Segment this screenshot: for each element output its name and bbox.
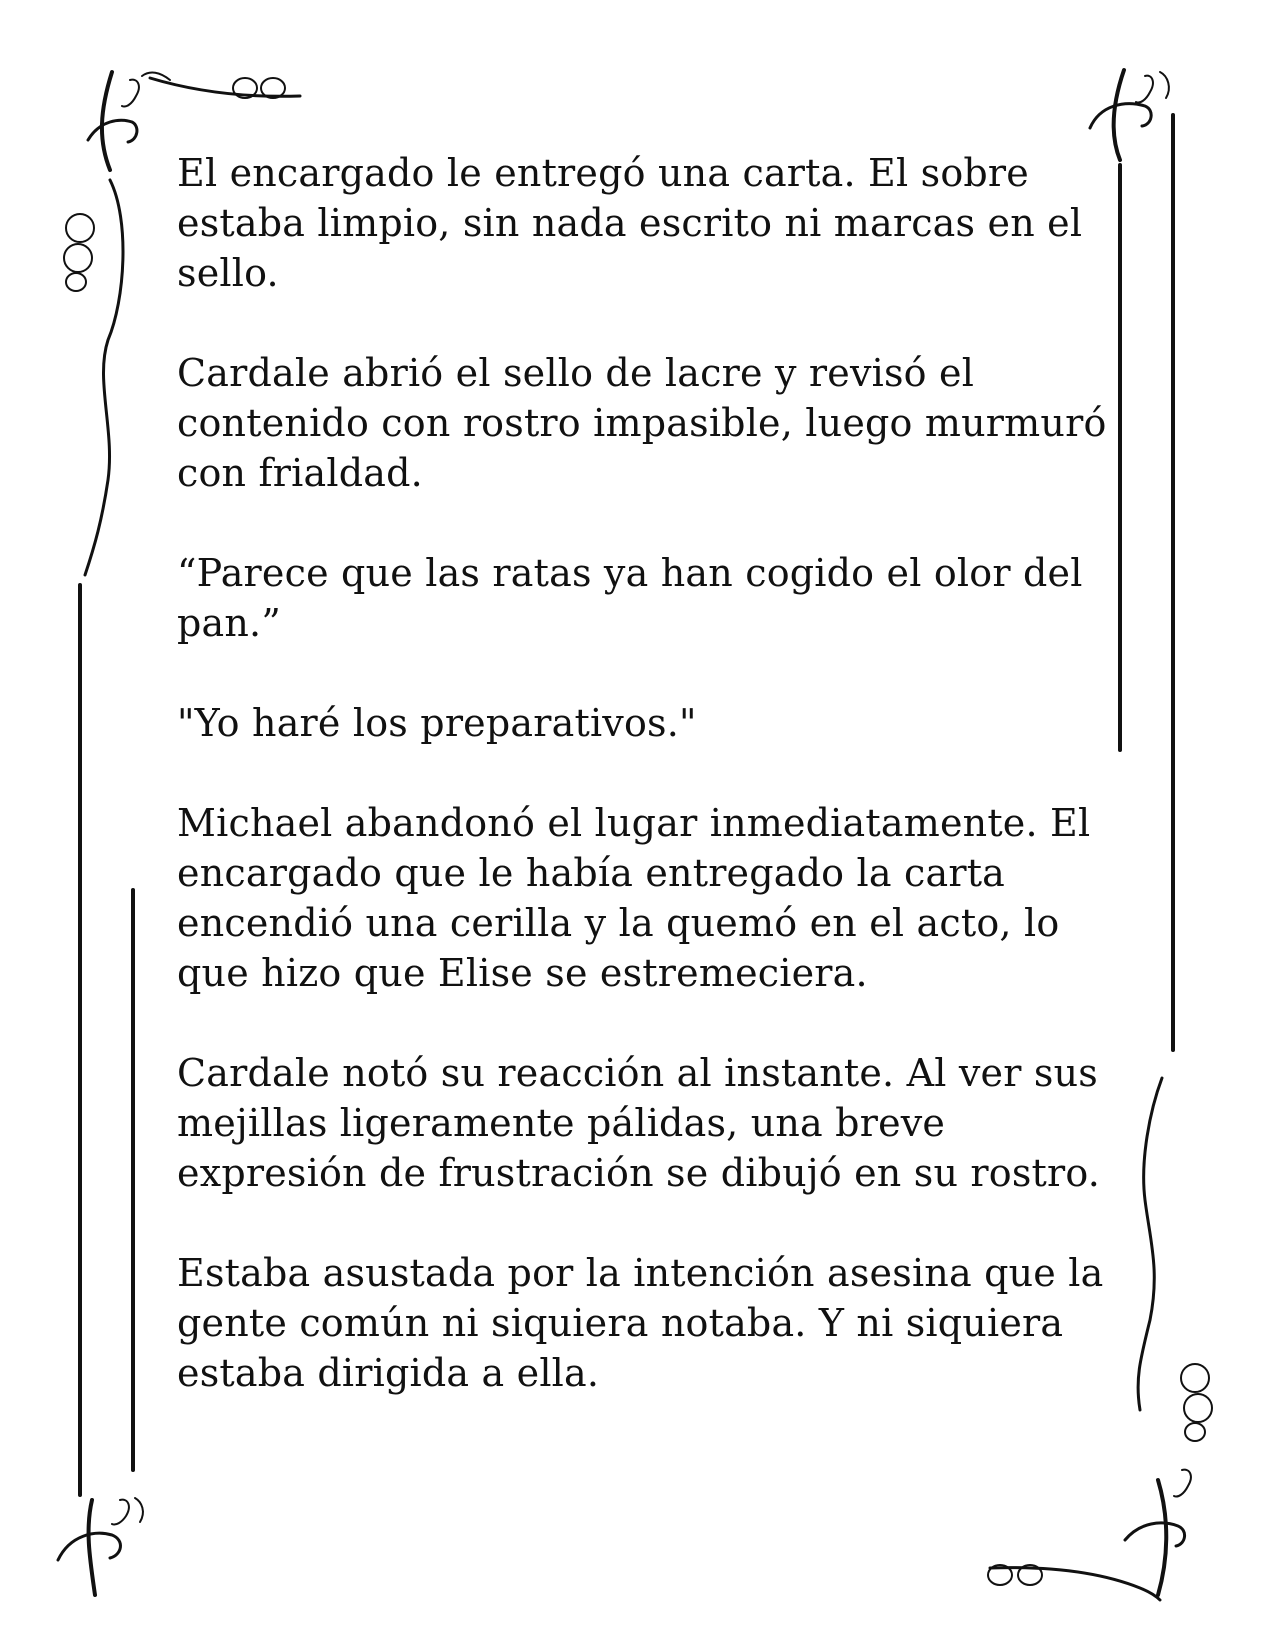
paragraph: Estaba asustada por la intención asesina que la gente común ni siquiera notaba. Y ni siquiera estaba dirigida a ella. [177, 1251, 1104, 1395]
paragraph: Michael abandonó el lugar inmediatamente. El encargado que le había entregado la carta encendió una cerilla y la quemó en el acto, lo que hizo que Elise se estremeciera. [177, 801, 1091, 995]
paragraph: Cardale abrió el sello de lacre y revisó el contenido con rostro impasible, luego murmuró con frialdad. [177, 351, 1107, 495]
bottom-left-flourish [58, 1498, 143, 1595]
paragraph: “Parece que las ratas ya han cogido el olor del pan.” [177, 551, 1083, 645]
paragraph: "Yo haré los preparativos." [177, 701, 697, 745]
paragraph: Cardale notó su reacción al instante. Al ver sus mejillas ligeramente pálidas, una breve expresión de frustración se dibujó en su rostro. [177, 1051, 1101, 1195]
top-right-flourish [1090, 70, 1169, 160]
story-text [177, 148, 1117, 1448]
paragraph: El encargado le entregó una carta. El sobre estaba limpio, sin nada escrito ni marcas en el sello. [177, 151, 1083, 295]
